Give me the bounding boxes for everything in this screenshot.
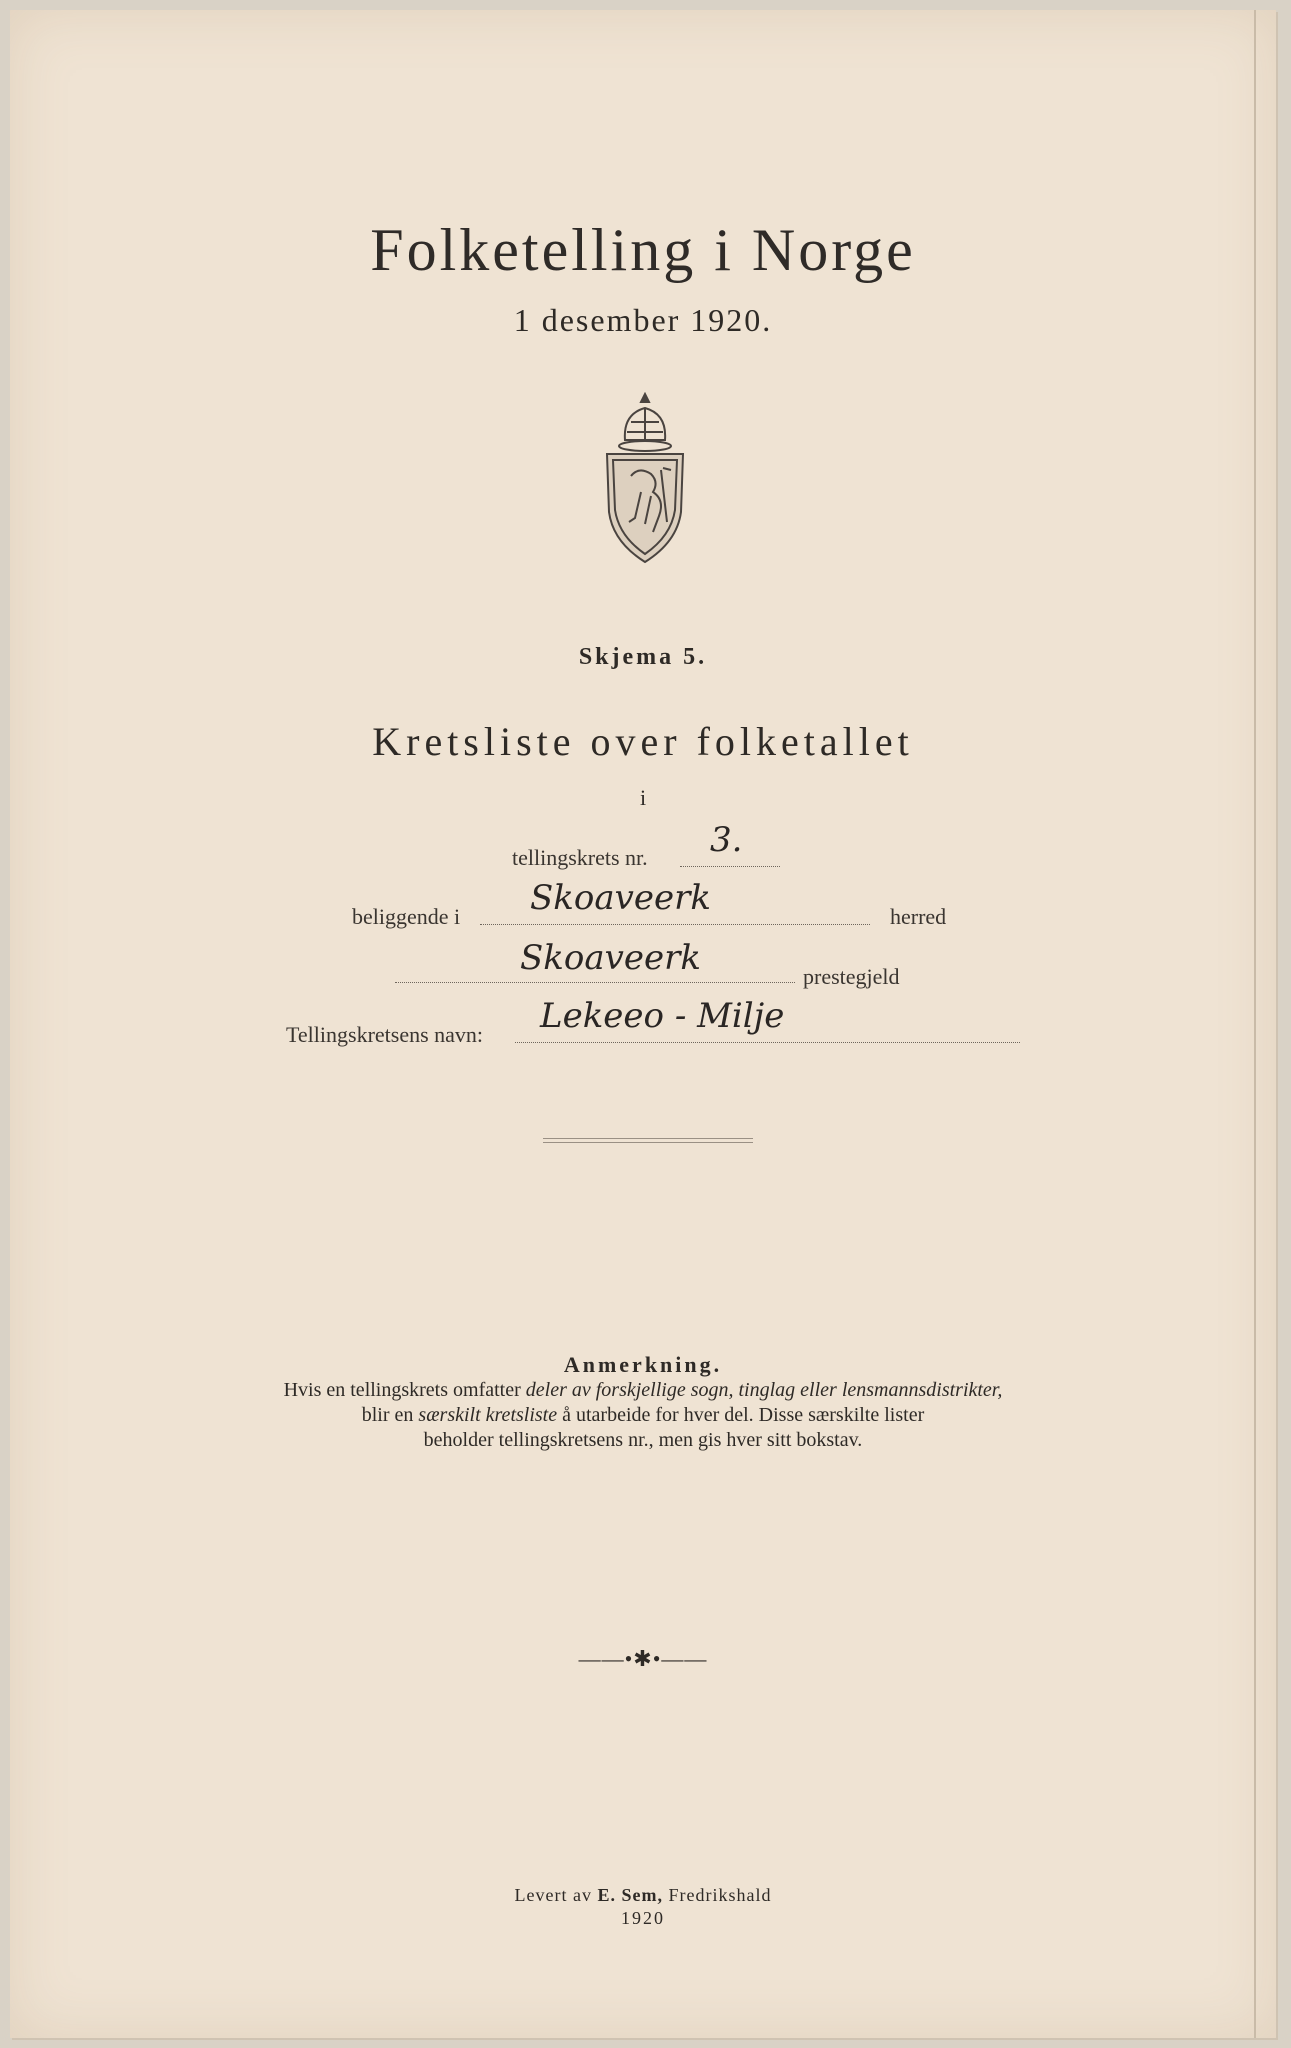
note-line-1-emphasis: deler av forskjellige sogn, tinglag eller lensmannsdistrikter, (525, 1379, 1003, 1401)
note-line-1 (10, 1378, 1276, 1403)
district-number-line (680, 866, 780, 867)
document-title: Folketelling i Norge (370, 217, 916, 283)
printer-prefix: Levert av (514, 1885, 598, 1905)
located-in-label: beliggende i (352, 904, 461, 929)
divider-line-2 (543, 1142, 753, 1143)
divider-line-1 (543, 1138, 753, 1139)
district-name-label: Tellingskretsens navn: (286, 1022, 484, 1047)
printer-year: 1920 (621, 1908, 665, 1928)
printer-city: Fredrikshald (662, 1885, 772, 1905)
note-line-1-text: Hvis en tellingskrets omfatter (283, 1379, 526, 1401)
note-line-2-text-b: å utarbeide for hver del. Disse særskilte lister (557, 1404, 925, 1426)
note-title: Anmerkning. (563, 1352, 723, 1377)
census-date: 1 desember 1920. (513, 302, 773, 338)
parish-line (395, 982, 795, 983)
preposition-i: i (639, 785, 647, 810)
census-form-page (10, 10, 1276, 2038)
located-in-value: Skoaveerk (530, 878, 711, 918)
parish-value: Skoaveerk (520, 938, 701, 978)
district-name-value: Lekeeo - Milje (540, 996, 785, 1036)
norwegian-coat-of-arms-icon (595, 392, 695, 572)
note-line-2-text-a: blir en (361, 1404, 419, 1426)
printer-name: E. Sem, (597, 1885, 663, 1905)
note-line-2 (10, 1403, 1276, 1428)
ornament-divider: ——•✱•—— (578, 1646, 708, 1671)
note-line-2-emphasis: særskilt kretsliste (418, 1404, 558, 1426)
located-in-line (480, 924, 870, 925)
district-number-label: tellingskrets nr. (512, 845, 648, 870)
note-line-3: beholder tellingskretsens nr., men gis hver sitt bokstav. (423, 1429, 863, 1451)
prestegjeld-label: prestegjeld (803, 964, 900, 989)
district-number-value: 3. (710, 820, 743, 860)
herred-label: herred (890, 904, 947, 929)
schema-label: Skjema 5. (578, 644, 708, 670)
form-heading: Kretsliste over folketallet (372, 719, 914, 764)
printer-credit (10, 1885, 1276, 1906)
district-name-line (515, 1042, 1020, 1043)
